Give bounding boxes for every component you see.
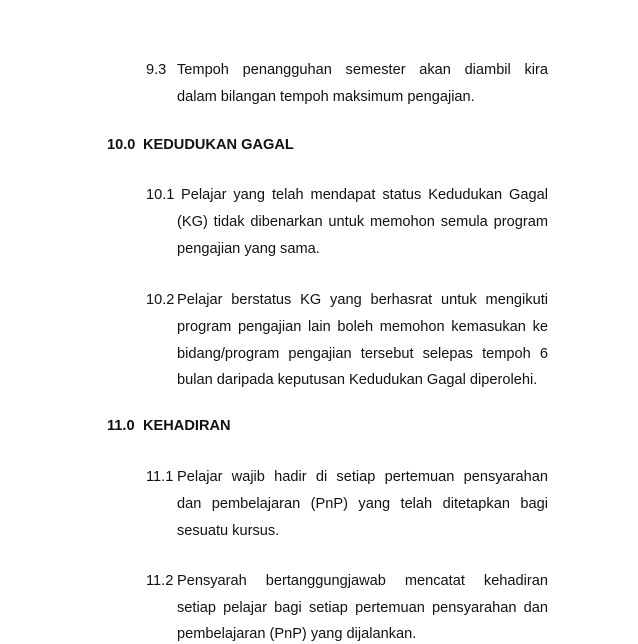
paragraph-line: (KG) tidak dibenarkan untuk memohon semula program: [177, 214, 548, 230]
paragraph-line: sesuatu kursus.: [177, 523, 280, 539]
paragraph-line: Pelajar yang telah mendapat status Kedudukan Gagal: [181, 187, 548, 203]
item-number: 11.1: [146, 469, 174, 485]
paragraph-line: program pengajian lain boleh memohon kemasukan ke: [177, 319, 548, 335]
item-number: 9.3: [146, 62, 167, 78]
item-number: 10.1: [146, 187, 175, 203]
paragraph-line: Pensyarah bertanggungjawab mencatat kehadiran: [177, 573, 548, 589]
section-heading: KEHADIRAN: [143, 418, 231, 434]
paragraph-line: Pelajar wajib hadir di setiap pertemuan pensyarahan: [177, 469, 548, 485]
paragraph-line: dalam bilangan tempoh maksimum pengajian.: [177, 89, 475, 105]
paragraph-line: Pelajar berstatus KG yang berhasrat untuk mengikuti: [177, 292, 548, 308]
section-number: 11.0: [107, 418, 135, 434]
item-number: 10.2: [146, 292, 175, 308]
paragraph-line: bulan daripada keputusan Kedudukan Gagal diperolehi.: [177, 372, 538, 388]
paragraph-line: pembelajaran (PnP) yang dijalankan.: [177, 626, 417, 642]
section-heading: KEDUDUKAN GAGAL: [143, 137, 294, 153]
paragraph-line: dan pembelajaran (PnP) yang telah ditetapkan bagi: [177, 496, 548, 512]
paragraph-line: setiap pelajar bagi setiap pertemuan pensyarahan dan: [177, 600, 548, 616]
paragraph-line: bidang/program pengajian tersebut selepas tempoh 6: [177, 346, 548, 362]
paragraph-line: Tempoh penangguhan semester akan diambil kira: [177, 62, 548, 78]
section-number: 10.0: [107, 137, 136, 153]
paragraph-line: pengajian yang sama.: [177, 241, 320, 257]
item-number: 11.2: [146, 573, 174, 589]
